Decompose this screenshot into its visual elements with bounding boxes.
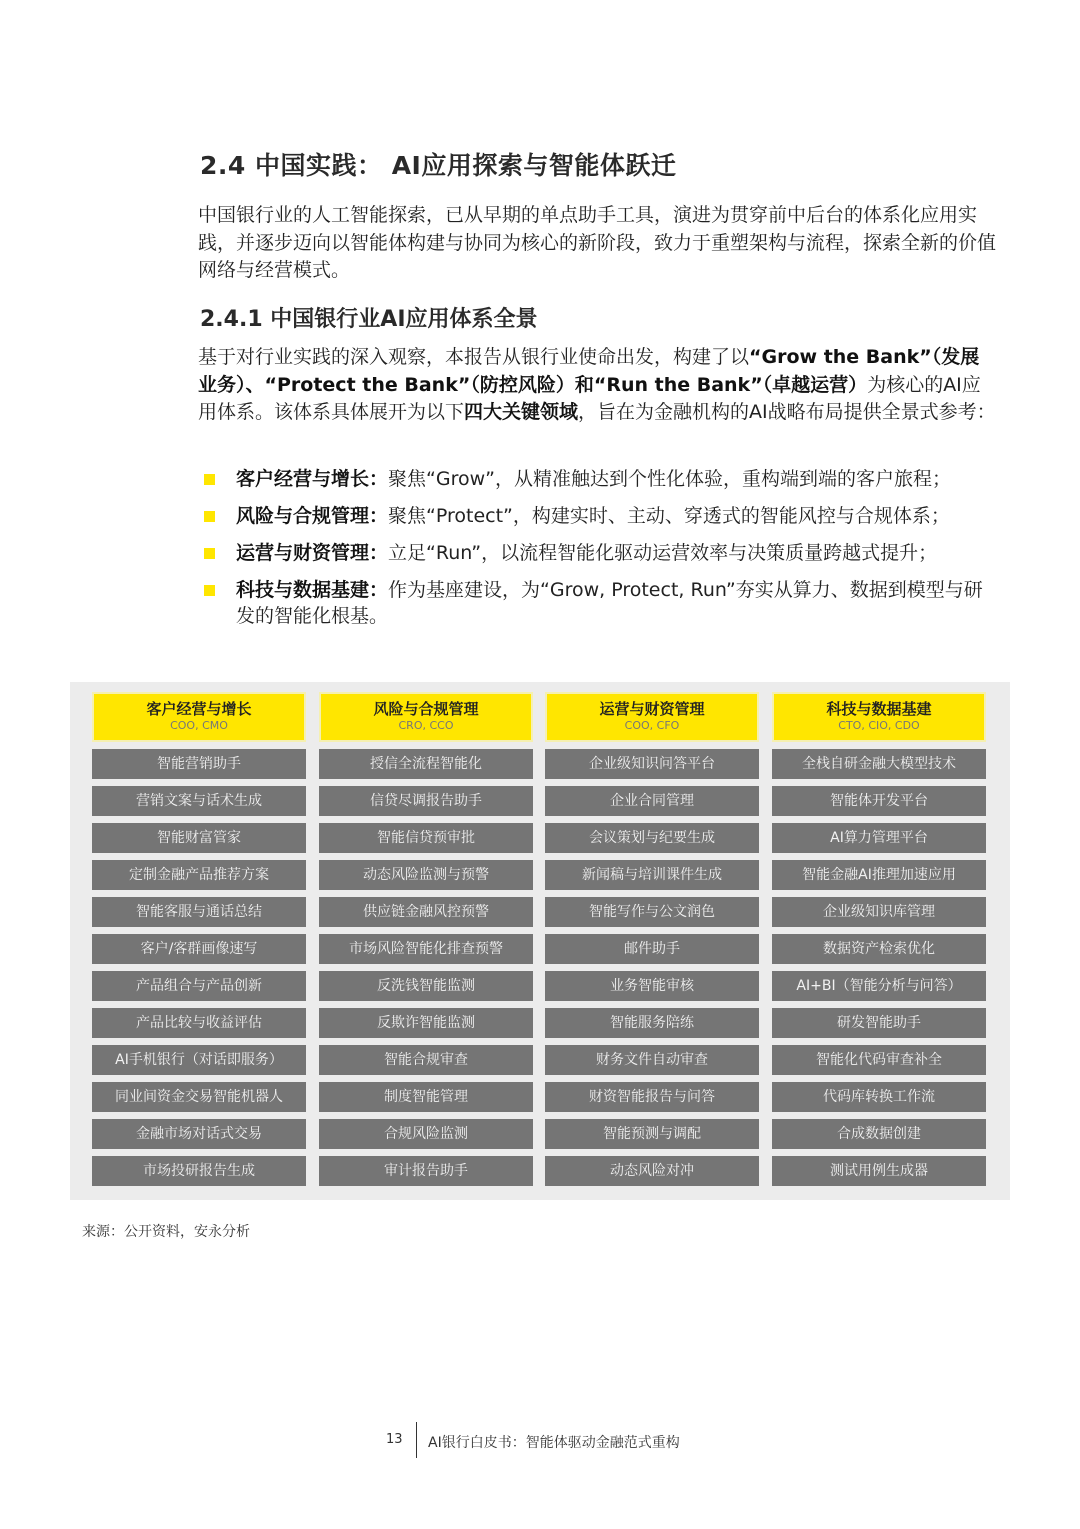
source-note: 来源：公开资料，安永分析 [82,1224,250,1240]
matrix-cell: 制度智能管理 [319,1082,533,1112]
matrix-cell: 数据资产检索优化 [772,934,986,964]
matrix-cell: 产品比较与收益评估 [92,1008,306,1038]
column-roles: CRO, CCO [398,719,454,732]
footer-divider [416,1422,417,1458]
bullet-label: 科技与数据基建： [236,579,389,601]
matrix-cell: 智能营销助手 [92,749,306,779]
matrix-cell: 财资智能报告与问答 [545,1082,759,1112]
column-header [319,692,533,742]
matrix-cell: 智能合规审查 [319,1045,533,1075]
bullet-square-icon [204,548,215,559]
matrix-cell: 动态风险对冲 [545,1156,759,1186]
matrix-cell: 智能预测与调配 [545,1119,759,1149]
bullet-text: 作为基座建设，为“Grow, Protect, Run”夯实从算力、数据到模型与研发的智能化根基。 [236,579,983,627]
matrix-cell: 智能化代码审查补全 [772,1045,986,1075]
matrix-cell: 会议策划与纪要生成 [545,823,759,853]
matrix-cell: 合成数据创建 [772,1119,986,1149]
matrix-cell: 同业间资金交易智能机器人 [92,1082,306,1112]
matrix-cell: 智能客服与通话总结 [92,897,306,927]
matrix-cell: 智能金融AI推理加速应用 [772,860,986,890]
column-title: 客户经营与增长 [146,700,252,718]
matrix-cell: 授信全流程智能化 [319,749,533,779]
matrix-cell: 审计报告助手 [319,1156,533,1186]
bullet-item [200,577,1000,629]
matrix-cell: 合规风险监测 [319,1119,533,1149]
column-roles: CTO, CIO, CDO [838,719,920,732]
matrix-cell: 智能体开发平台 [772,786,986,816]
column-customer-growth [92,692,306,1186]
matrix-cell: 营销文案与话术生成 [92,786,306,816]
bullet-item [200,540,1000,566]
body-bold-1: “Grow the Bank”（发展业务）、“Protect the Bank”（防控风险）和“Run the Bank”（卓越运营） [198,346,980,396]
bullet-item [200,466,1000,492]
matrix-cell: AI算力管理平台 [772,823,986,853]
matrix-cell: 邮件助手 [545,934,759,964]
matrix-cell: 金融市场对话式交易 [92,1119,306,1149]
matrix-cell: 反洗钱智能监测 [319,971,533,1001]
matrix-cell: 客户/客群画像速写 [92,934,306,964]
column-header [545,692,759,742]
section-title: 2.4 中国实践： AI应用探索与智能体跃迁 [200,151,677,180]
matrix-cell: 全栈自研金融大模型技术 [772,749,986,779]
matrix-cell: 动态风险监测与预警 [319,860,533,890]
ai-application-matrix [70,682,1010,1200]
body-text-3: ，旨在为金融机构的AI战略布局提供全景式参考： [578,401,996,423]
column-title: 风险与合规管理 [373,700,479,718]
bullet-item [200,503,1000,529]
bullet-label: 运营与财资管理： [236,542,389,564]
matrix-cell: 供应链金融风控预警 [319,897,533,927]
bullet-square-icon [204,585,215,596]
matrix-cell: 企业合同管理 [545,786,759,816]
intro-paragraph: 中国银行业的人工智能探索，已从早期的单点助手工具，演进为贯穿前中后台的体系化应用实践，并逐步迈向以智能体构建与协同为核心的新阶段，致力于重塑架构与流程，探索全新的价值网络与经营模式。 [198,204,997,281]
matrix-cell: 新闻稿与培训课件生成 [545,860,759,890]
matrix-cell: 反欺诈智能监测 [319,1008,533,1038]
bullet-text: 聚焦“Protect”，构建实时、主动、穿透式的智能风控与合规体系； [388,505,950,527]
column-header [92,692,306,742]
bullet-square-icon [204,474,215,485]
footer-document-title: AI银行白皮书：智能体驱动金融范式重构 [428,1435,680,1451]
matrix-cell: 智能写作与公文润色 [545,897,759,927]
body-text-2: 为核心的AI应用体系。该体系具体展开为以下 [198,373,981,423]
matrix-cell: 研发智能助手 [772,1008,986,1038]
bullet-square-icon [204,511,215,522]
matrix-cell: 业务智能审核 [545,971,759,1001]
column-roles: COO, CMO [170,719,228,732]
bullet-list [200,466,1000,640]
body-text-1: 基于对行业实践的深入观察，本报告从银行业使命出发，构建了以 [198,346,750,368]
column-roles: COO, CFO [624,719,680,732]
bullet-text: 聚焦“Grow”，从精准触达到个性化体验，重构端到端的客户旅程； [388,468,951,490]
body-paragraph [198,344,998,427]
column-title: 科技与数据基建 [826,700,932,718]
matrix-cell: 定制金融产品推荐方案 [92,860,306,890]
matrix-cell: 财务文件自动审查 [545,1045,759,1075]
matrix-cell: 企业级知识问答平台 [545,749,759,779]
bullet-text: 立足“Run”，以流程智能化驱动运营效率与决策质量跨越式提升； [388,542,938,564]
matrix-cell: AI+BI（智能分析与问答） [772,971,986,1001]
column-risk-compliance [319,692,533,1186]
matrix-cell: 企业级知识库管理 [772,897,986,927]
bullet-label: 风险与合规管理： [236,505,389,527]
subsection-title: 2.4.1 中国银行业AI应用体系全景 [200,307,538,332]
matrix-cell: 智能服务陪练 [545,1008,759,1038]
matrix-cell: 智能财富管家 [92,823,306,853]
matrix-cell: 智能信贷预审批 [319,823,533,853]
matrix-cell: 代码库转换工作流 [772,1082,986,1112]
bullet-label: 客户经营与增长： [236,468,389,490]
matrix-cell: 市场风险智能化排查预警 [319,934,533,964]
matrix-cell: 信贷尽调报告助手 [319,786,533,816]
matrix-cell: 测试用例生成器 [772,1156,986,1186]
matrix-cell: 市场投研报告生成 [92,1156,306,1186]
column-operations-treasury [545,692,759,1186]
column-header [772,692,986,742]
column-title: 运营与财资管理 [599,700,705,718]
page-number: 13 [386,1432,403,1447]
matrix-cell: AI手机银行（对话即服务） [92,1045,306,1075]
body-bold-2: 四大关键领域 [464,401,579,423]
matrix-cell: 产品组合与产品创新 [92,971,306,1001]
column-tech-data-infra [772,692,986,1186]
